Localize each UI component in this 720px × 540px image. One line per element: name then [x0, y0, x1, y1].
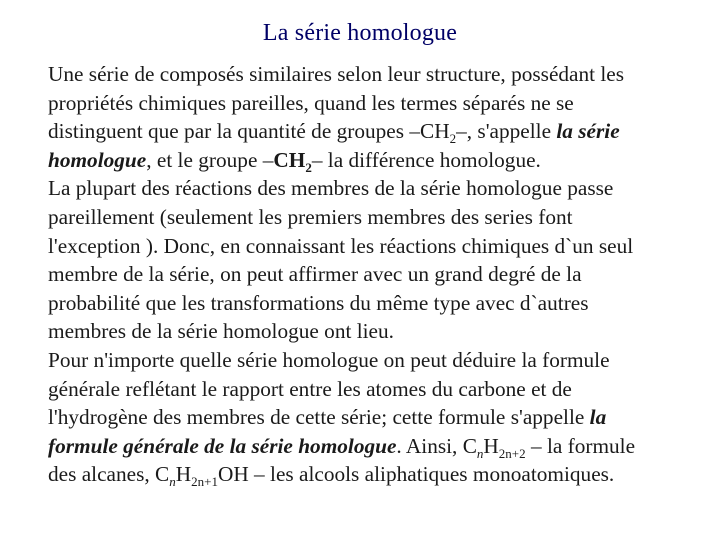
text-run: . Ainsi, C	[396, 433, 477, 458]
text-run: des alcanes, C	[48, 462, 170, 487]
emphasized-term: formule générale de la série homologue	[48, 433, 397, 458]
emphasized-term: la série	[556, 119, 620, 144]
text-run: H	[483, 433, 499, 458]
paragraph-general-formula	[24, 346, 704, 489]
text-line	[24, 146, 704, 175]
bold-formula: CH	[273, 147, 306, 172]
subscript: n	[476, 445, 484, 461]
paragraph-definition	[24, 60, 704, 174]
text-line	[24, 403, 704, 432]
subscript: 2	[305, 159, 312, 175]
paragraph-reactions	[24, 174, 704, 346]
text-run: –, s'appelle	[456, 119, 557, 144]
text-line: probabilité que les transformations du même type avec d`autres	[48, 290, 589, 315]
text-line	[24, 460, 704, 489]
text-run: l'hydrogène des membres de cette série; cette formule s'appelle	[48, 405, 590, 430]
slide-body	[24, 60, 704, 489]
text-line: l'exception ). Donc, en connaissant les réactions chimiques d`un seul	[48, 233, 634, 258]
text-line: La plupart des réactions des membres de la série homologue passe	[48, 176, 614, 201]
text-run: – la différence homologue.	[311, 147, 541, 172]
text-line: Une série de composés similaires selon leur structure, possédant les	[48, 62, 625, 86]
text-line	[24, 432, 704, 461]
subscript: 2n+1	[191, 474, 218, 490]
subscript: 2n+2	[498, 445, 526, 461]
text-line: membre de la série, on peut affirmer avec un grand degré de la	[48, 262, 582, 287]
emphasized-term: la	[589, 405, 607, 430]
text-line	[24, 117, 704, 146]
text-run: , et le groupe –	[146, 147, 274, 172]
text-line: membres de la série homologue ont lieu.	[48, 319, 394, 344]
text-run: H	[175, 462, 192, 487]
slide-title: La série homologue	[262, 20, 458, 46]
emphasized-term: homologue	[48, 147, 147, 172]
text-line: Pour n'importe quelle série homologue on peut déduire la formule	[48, 347, 610, 372]
text-run: distinguent que par la quantité de groupes –CH	[48, 119, 450, 144]
text-line: propriétés chimiques pareilles, quand les termes séparés ne se	[48, 90, 574, 115]
subscript: 2	[449, 131, 457, 147]
text-run: – la formule	[525, 433, 636, 458]
text-line: générale reflétant le rapport entre les atomes du carbone et de	[48, 376, 572, 401]
text-run: OH – les alcools aliphatiques monoatomiques.	[217, 462, 615, 487]
text-line: pareillement (seulement les premiers membres des series font	[48, 204, 573, 229]
subscript: n	[169, 474, 176, 490]
